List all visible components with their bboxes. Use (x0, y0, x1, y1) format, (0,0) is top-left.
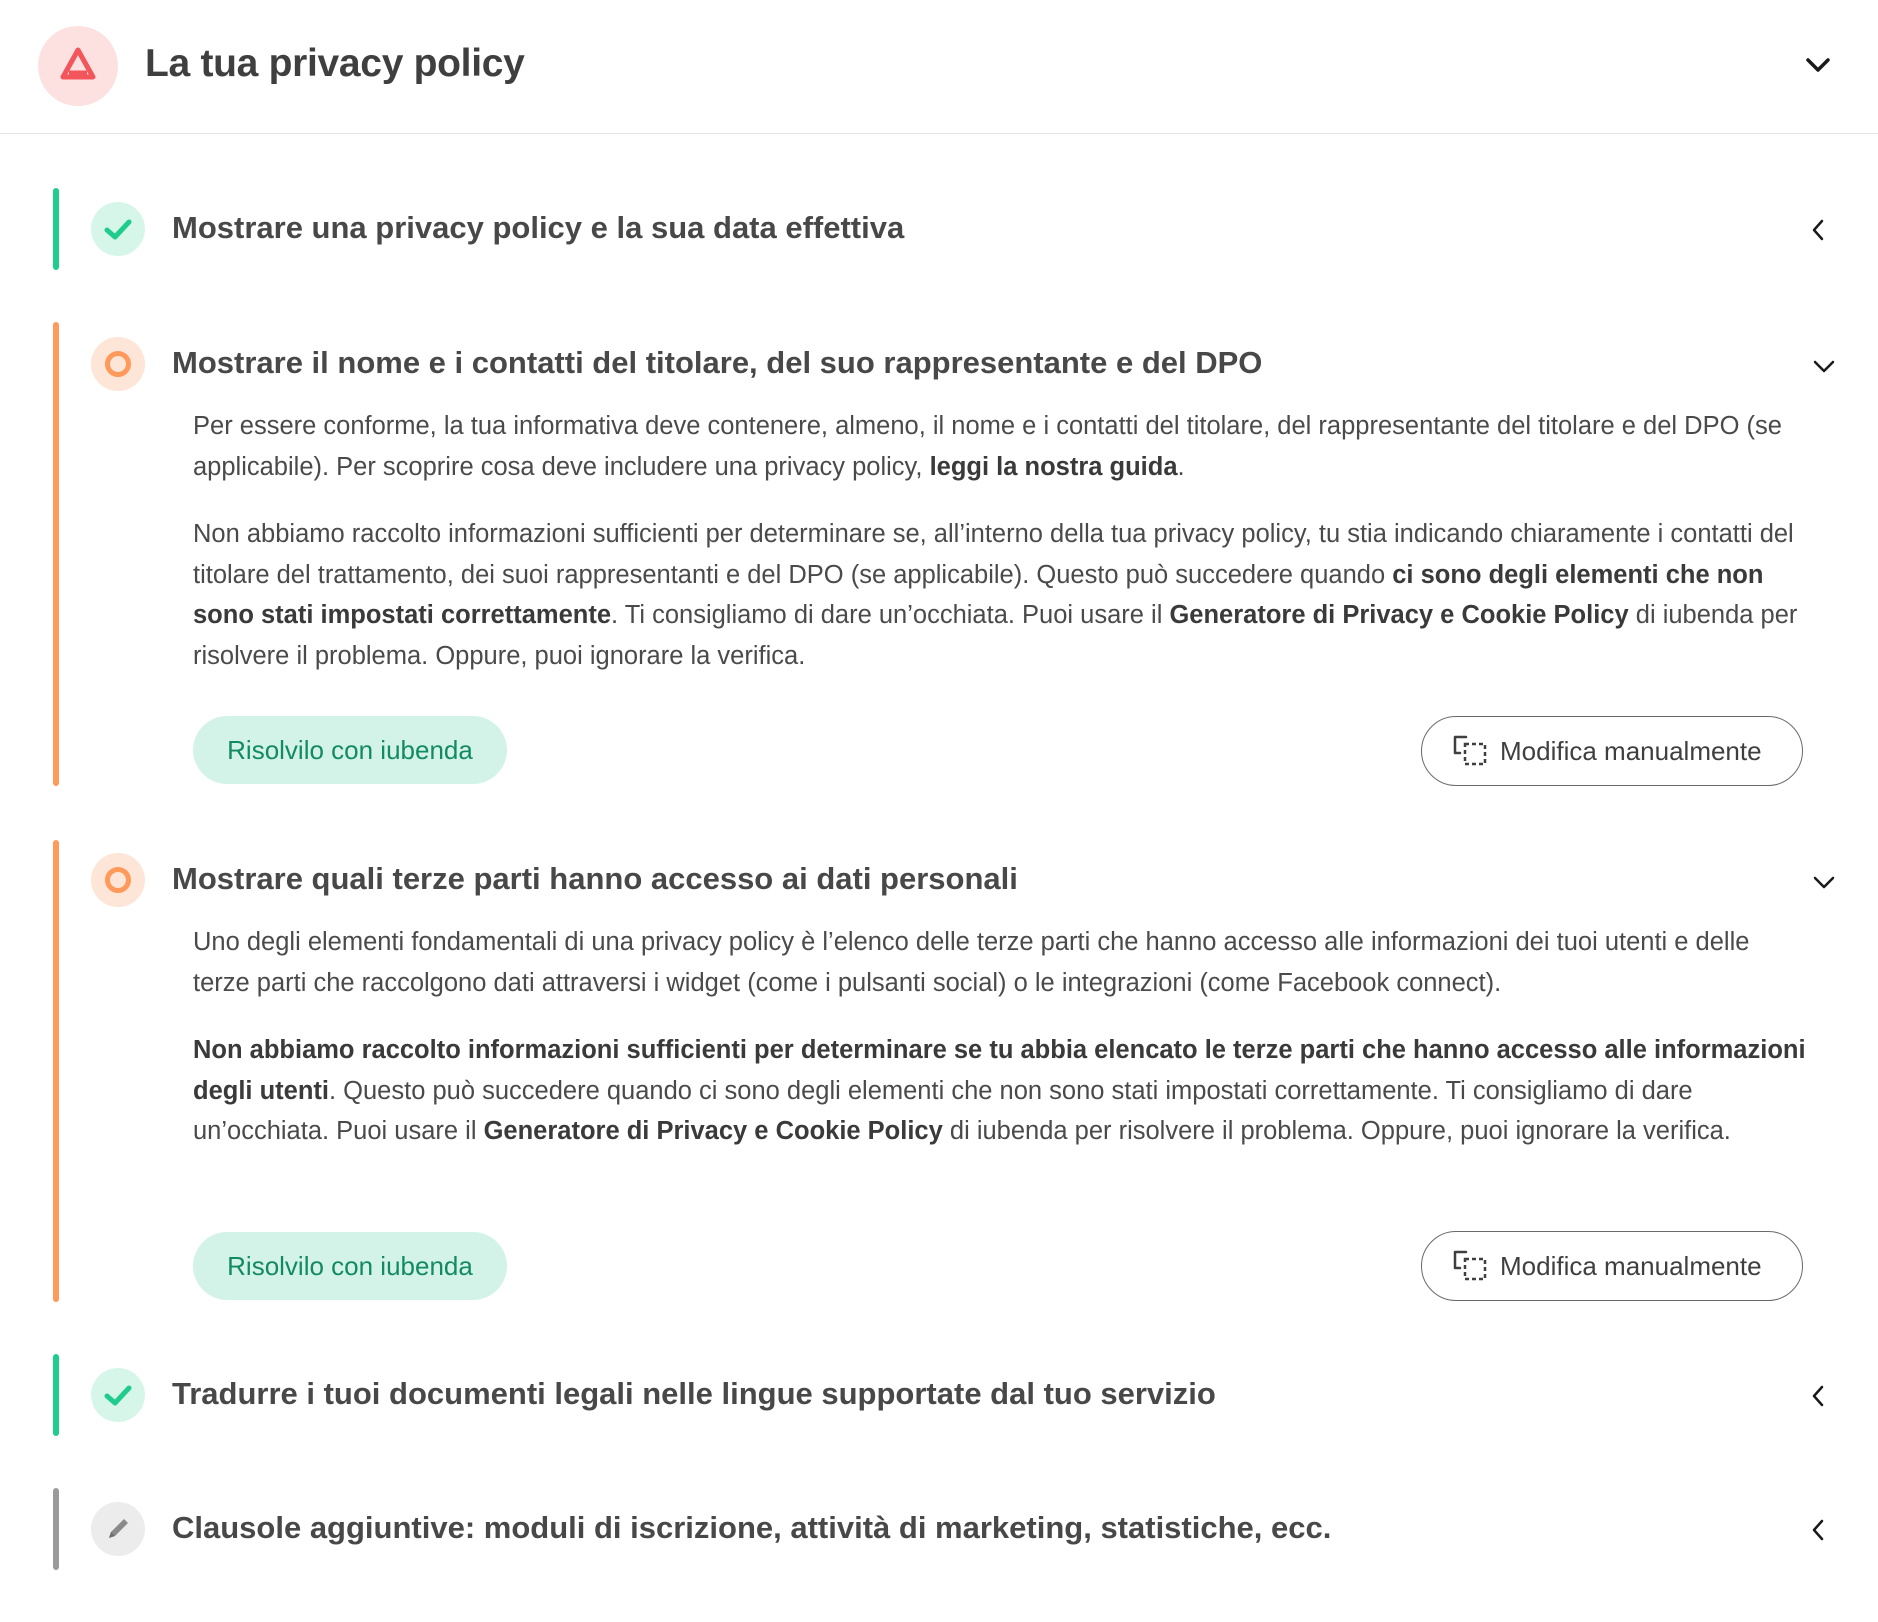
emphasis-text: ci sono degli elementi che non sono stati impostati correttamente (193, 560, 1764, 629)
edit-frame-icon (1451, 1248, 1489, 1291)
chevron-left-icon[interactable] (1810, 1518, 1826, 1547)
status-bar (53, 1488, 59, 1570)
text: . (1177, 452, 1185, 481)
emphasis-text: Non abbiamo raccolto informazioni sufficienti per determinare se tu abbia elencato le terze parti che hanno accesso alle informazioni degli utenti (193, 1036, 1806, 1105)
button-label: Modifica manualmente (1500, 736, 1762, 766)
text: di iubenda per risolvere il problema. Oppure, puoi ignorare la verifica. (193, 601, 1798, 670)
check-item-title: Tradurre i tuoi documenti legali nelle lingue supportate dal tuo servizio (172, 1376, 1216, 1411)
edit-manually-button[interactable] (1421, 1231, 1803, 1301)
text: Per essere conforme, la tua informativa deve contenere, almeno, il nome e i contatti del titolare, del rappresentante del titolare e del DPO (se applicabile). Per scoprire cosa deve includere una privacy policy, (193, 412, 1782, 481)
detail-paragraph (193, 1030, 1813, 1152)
status-bar (53, 322, 59, 786)
chevron-down-icon[interactable] (1805, 56, 1831, 79)
chevron-left-icon[interactable] (1810, 1384, 1826, 1413)
guide-link[interactable]: leggi la nostra guida (929, 452, 1178, 481)
detail-paragraph (193, 514, 1813, 676)
text: Non abbiamo raccolto informazioni sufficienti per determinare se, all’interno della tua privacy policy, tu stia indicando chiaramente i contatti del titolare del trattamento, dei suoi rappresentanti e del DPO (se applicabile). Questo può succedere quando (193, 520, 1794, 589)
page-title: La tua privacy policy (145, 42, 525, 85)
text: di iubenda per risolvere il problema. Oppure, puoi ignorare la verifica. (942, 1117, 1731, 1145)
check-item-title: Clausole aggiuntive: moduli di iscrizione, attività di marketing, statistiche, ecc. (172, 1510, 1332, 1545)
description-paragraph: Uno degli elementi fondamentali di una privacy policy è l’elenco delle terze parti che hanno accesso alle informazioni dei tuoi utenti e delle terze parti che raccolgono dati attraversi i widget (come i pulsanti social) o le integrazioni (come Facebook connect). (193, 928, 1750, 997)
checkmark-icon (91, 1368, 145, 1422)
chevron-down-icon[interactable] (1812, 358, 1836, 379)
check-item-title[interactable]: Mostrare il nome e i contatti del titolare, del suo rappresentante e del DPO (172, 345, 1263, 380)
chevron-left-icon[interactable] (1810, 218, 1826, 247)
check-item-title[interactable]: Mostrare quali terze parti hanno accesso ai dati personali (172, 861, 1018, 896)
generator-name: Generatore di Privacy e Cookie Policy (483, 1117, 943, 1145)
text: . Questo può succedere quando ci sono degli elementi che non sono stati impostati correttamente. Ti consigliamo di dare un’occhiata. Puoi usare il (193, 1076, 1693, 1145)
warning-circle-icon (91, 853, 145, 907)
status-bar (53, 840, 59, 1302)
warning-triangle-icon (38, 26, 118, 106)
status-bar (53, 188, 59, 270)
privacy-policy-header[interactable] (0, 0, 1878, 134)
chevron-down-icon[interactable] (1812, 874, 1836, 895)
warning-circle-icon (91, 337, 145, 391)
generator-name: Generatore di Privacy e Cookie Policy (1169, 601, 1629, 629)
fix-with-iubenda-button[interactable]: Risolvilo con iubenda (193, 1232, 507, 1300)
pencil-icon (91, 1502, 145, 1556)
checkmark-icon (91, 202, 145, 256)
edit-frame-icon (1451, 733, 1489, 776)
status-bar (53, 1354, 59, 1436)
button-label: Modifica manualmente (1500, 1251, 1762, 1281)
description-paragraph (193, 406, 1813, 487)
edit-manually-button[interactable] (1421, 716, 1803, 786)
fix-with-iubenda-button[interactable]: Risolvilo con iubenda (193, 716, 507, 784)
text: . Ti consigliamo di dare un’occhiata. Puoi usare il (611, 601, 1170, 629)
check-item-title: Mostrare una privacy policy e la sua data effettiva (172, 210, 905, 245)
